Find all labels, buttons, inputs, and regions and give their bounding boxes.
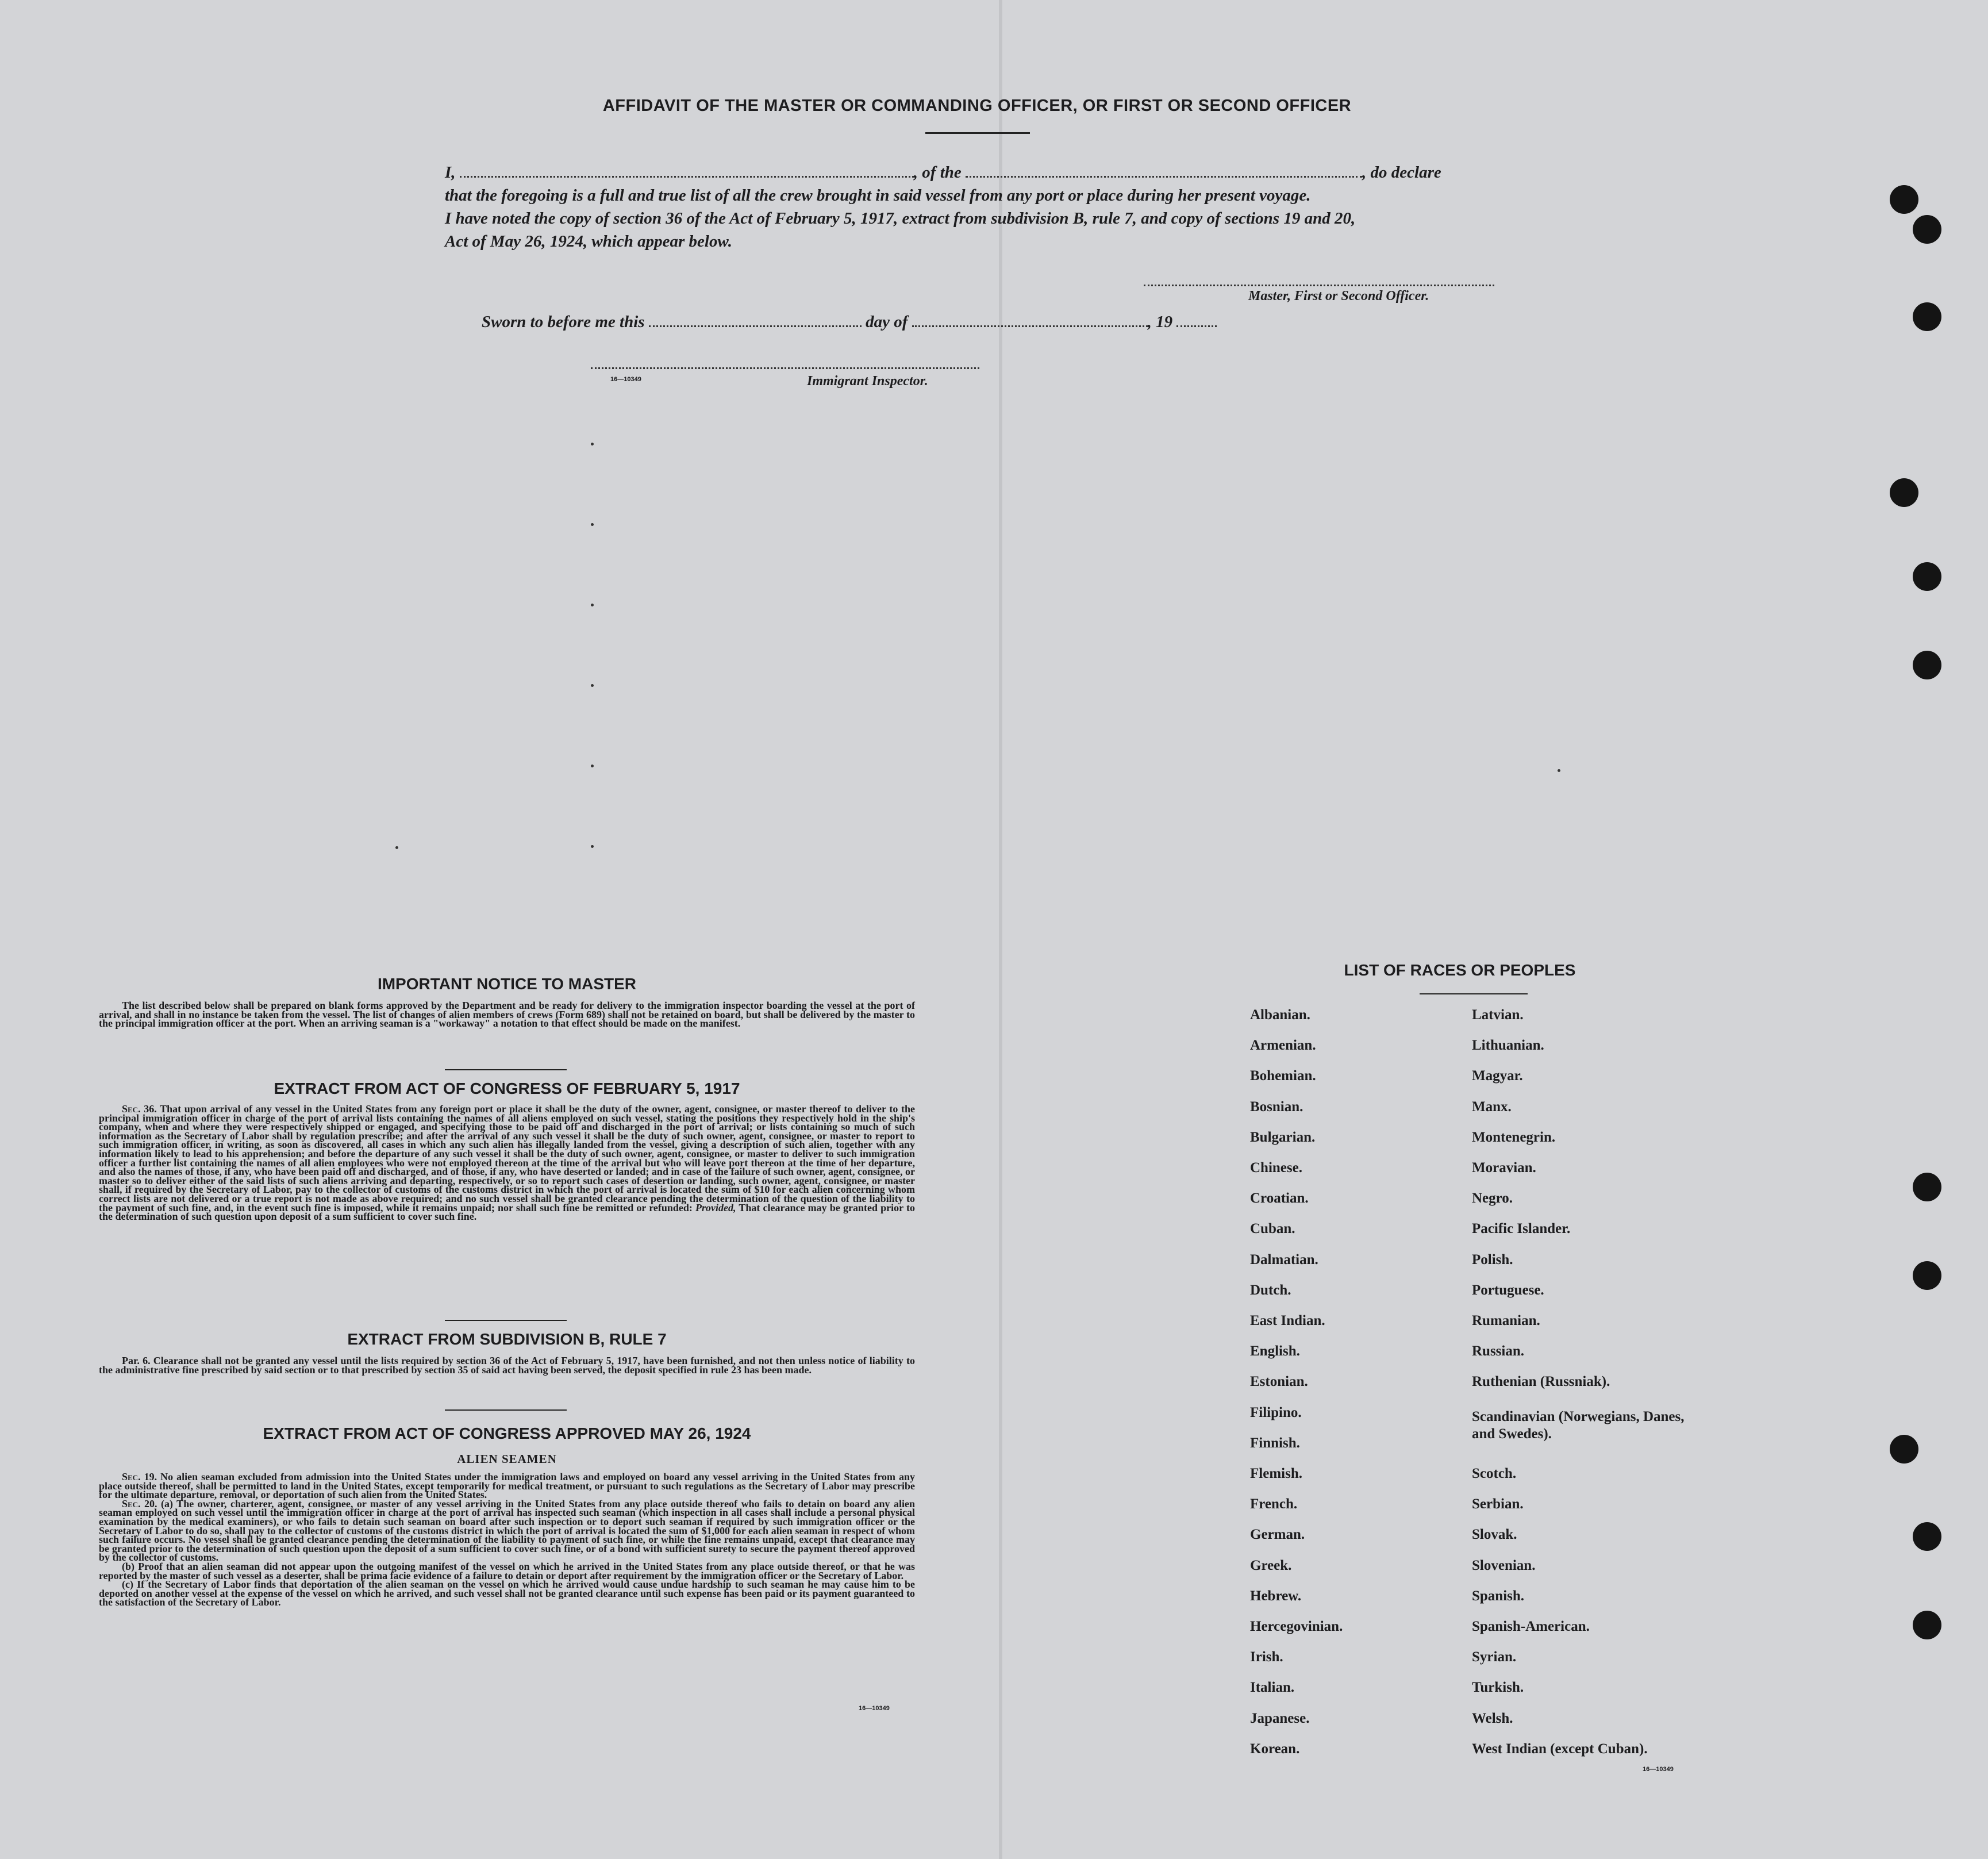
race-item: Dutch. (1250, 1282, 1291, 1298)
vessel-blank[interactable] (966, 175, 1362, 178)
extract-1917-title: EXTRACT FROM ACT OF CONGRESS OF FEBRUARY 5, 1917 (274, 1080, 740, 1097)
proviso-label: Provided, (695, 1201, 736, 1213)
race-item: Lithuanian. (1472, 1038, 1544, 1054)
title-rule (925, 132, 1030, 134)
sec-19-text: No alien seaman excluded from admission into the United States under the immigration laws and employed on board any vessel arriving in the United States from any place outside thereof, shall be permitted to land in the United States, except temporarily for medical treatment, or pursuant to such regulations as the Secretary of Labor may prescribe for the ultimate departure, removal, or deportation of such alien from the United States. (99, 1471, 916, 1501)
race-item: Japanese. (1250, 1710, 1310, 1726)
extract-1917-text (99, 1105, 915, 1222)
speck (591, 443, 594, 445)
race-item: Spanish-American. (1472, 1619, 1590, 1634)
race-item: Scandinavian (Norwegians, Danes, and Swedes). (1472, 1408, 1685, 1442)
sec-20c-paragraph: (c) If the Secretary of Labor finds that deportation of the alien seaman on the vessel on which he arrived would cause undue hardship to such seaman he may cause him to be deported on another vessel at the expense of the vessel on which he arrived, and such vessel shall not be granted clearance until such expense has been paid or its payment guaranteed to the satisfaction of the Secretary of Labor. (99, 1578, 915, 1608)
declaration-do-declare: , do declare (1362, 163, 1441, 182)
race-item: Filipino. (1250, 1404, 1302, 1420)
speck (591, 845, 594, 848)
race-item: Armenian. (1250, 1038, 1316, 1054)
sec-36-label: Sec. 36. (122, 1103, 157, 1115)
sworn-line (482, 313, 1217, 332)
race-item: Hercegovinian. (1250, 1619, 1343, 1634)
punch-hole (1913, 1261, 1941, 1290)
extract-1924-text (99, 1473, 915, 1607)
speck (591, 523, 594, 526)
rule-7-text (99, 1357, 915, 1374)
sec-19-label: Sec. 19. (122, 1471, 157, 1482)
race-item: Polish. (1472, 1251, 1513, 1268)
race-item: Flemish. (1250, 1466, 1302, 1481)
punch-hole (1913, 651, 1941, 679)
punch-hole (1913, 1173, 1941, 1201)
declaration-line-4: Act of May 26, 1924, which appear below. (445, 232, 732, 251)
race-item: Rumanian. (1472, 1313, 1540, 1328)
race-item: Moravian. (1472, 1160, 1536, 1176)
notice-title: IMPORTANT NOTICE TO MASTER (377, 975, 637, 993)
speck (591, 684, 594, 687)
rule-7-paragraph: Par. 6. Clearance shall not be granted any vessel until the lists required by section 36 of the Act of February 5, 1917, have been furnished, and not then unless notice of liability to the administrative fine prescribed by said section or to that prescribed by section 35 of said act having been served, the deposit specified in rule 23 has been made. (99, 1355, 915, 1376)
sec-19-paragraph (99, 1473, 915, 1500)
race-item: Bohemian. (1250, 1068, 1316, 1084)
page-fold (999, 0, 1002, 1859)
race-item: Greek. (1250, 1557, 1292, 1573)
race-item: English. (1250, 1343, 1300, 1359)
sworn-day-blank[interactable] (649, 325, 862, 327)
section-rule (445, 1320, 567, 1321)
name-blank[interactable] (460, 175, 914, 178)
race-item: Hebrew. (1250, 1588, 1302, 1604)
sec-20a-text: (a) The owner, charterer, agent, consignee, or master of any vessel arriving in the United States from any place outside thereof who fails to detain on board any alien seaman employed on such vessel until the immigration officer in charge at the port of arrival has inspected such seaman (which inspection in all cases shall include a personal physical examination by the medical examiners), or who fails to detain such seaman on board after such inspection or to deport such seaman if required by such immigration officer or the Secretary of Labor to do so, shall pay to the collector of customs of the customs district in which the port of arrival is located the sum of $1,000 for each alien seaman in respect of whom such failure occurs. No vessel shall be granted clearance pending the determination of the liability to payment of such fine, or while the fine remains unpaid, except that clearance may be granted prior to the determination of such question upon the deposit of a sum sufficient to cover such fine, or of a bond with sufficient surety to secure the payment thereof approved by the collector of customs. (99, 1497, 916, 1564)
alien-seamen-subtitle: ALIEN SEAMEN (457, 1452, 557, 1466)
declaration-line-1 (445, 163, 1441, 182)
punch-hole (1913, 1611, 1941, 1639)
section-rule (445, 1069, 567, 1070)
race-item: Turkish. (1472, 1680, 1524, 1696)
punch-hole (1890, 185, 1918, 214)
notice-paragraph: The list described below shall be prepared on blank forms approved by the Department and be ready for delivery to the immigration inspector boarding the vessel at the port of arrival, and shall in no instance be taken from the vessel. The list of changes of alien members of crews (Form 689) shall not be retained on board, but shall be delivered by the master to the principal immigration officer at the port. When an arriving seaman is a "workaway" a notation to that effect should be made on the manifest. (99, 1000, 915, 1030)
declaration-line-3: I have noted the copy of section 36 of the Act of February 5, 1917, extract from subdivision B, rule 7, and copy of sections 19 and 20, (445, 209, 1356, 228)
master-signature-line[interactable] (1144, 284, 1494, 286)
race-item: Scotch. (1472, 1466, 1517, 1481)
races-title: LIST OF RACES OR PEOPLES (1344, 961, 1576, 979)
inspector-label: Immigrant Inspector. (807, 374, 928, 389)
speck (591, 765, 594, 767)
master-signature-label: Master, First or Second Officer. (1248, 289, 1429, 304)
race-item: Irish. (1250, 1649, 1283, 1665)
race-item: Korean. (1250, 1741, 1300, 1757)
form-number: 16—10349 (1643, 1766, 1674, 1773)
rule-7-title: EXTRACT FROM SUBDIVISION B, RULE 7 (347, 1330, 667, 1348)
race-item: Slovenian. (1472, 1557, 1536, 1573)
race-item: Estonian. (1250, 1374, 1308, 1390)
form-number: 16—10349 (610, 376, 641, 383)
proviso-text: That clearance may be granted prior to the determination of such question upon deposit of a sum sufficient to cover such fine. (99, 1201, 915, 1223)
race-item: Bulgarian. (1250, 1129, 1316, 1145)
section-rule (445, 1409, 567, 1411)
race-item: Slovak. (1472, 1527, 1517, 1543)
punch-hole (1890, 478, 1918, 507)
race-item: Russian. (1472, 1343, 1525, 1359)
inspector-signature-line[interactable] (591, 367, 979, 369)
race-item: Albanian. (1250, 1007, 1310, 1023)
affidavit-title: AFFIDAVIT OF THE MASTER OR COMMANDING OFFICER, OR FIRST OR SECOND OFFICER (602, 97, 1352, 115)
race-item: Latvian. (1472, 1007, 1524, 1023)
declaration-line-2: that the foregoing is a full and true list of all the crew brought in said vessel from any port or place during her present voyage. (445, 186, 1311, 205)
race-item: French. (1250, 1496, 1298, 1512)
race-item: Welsh. (1472, 1710, 1513, 1726)
sworn-year-prefix: , 19 (1147, 313, 1173, 331)
race-item: Negro. (1472, 1190, 1513, 1207)
sec-20a-paragraph (99, 1497, 916, 1564)
races-rule (1420, 993, 1528, 994)
speck (395, 846, 398, 849)
race-item: Finnish. (1250, 1435, 1300, 1451)
race-item: Dalmatian. (1250, 1251, 1318, 1268)
speck (1558, 769, 1560, 772)
punch-hole (1890, 1435, 1918, 1464)
race-item: Syrian. (1472, 1649, 1517, 1665)
race-item: Spanish. (1472, 1588, 1525, 1604)
race-item: Manx. (1472, 1098, 1512, 1115)
race-item: West Indian (except Cuban). (1472, 1741, 1648, 1757)
race-item: Pacific Islander. (1472, 1221, 1571, 1237)
race-item: Magyar. (1472, 1068, 1523, 1084)
sworn-month-blank[interactable] (912, 325, 1148, 327)
declaration-i: I, (445, 163, 456, 182)
sec-20-label: Sec. 20. (122, 1497, 157, 1510)
sworn-year-blank[interactable] (1176, 325, 1217, 327)
race-item: Chinese. (1250, 1160, 1302, 1176)
race-item: Montenegrin. (1472, 1129, 1556, 1145)
race-item: Bosnian. (1250, 1098, 1303, 1115)
sworn-day-of: day of (866, 313, 908, 331)
race-item: Portuguese. (1472, 1282, 1544, 1298)
extract-1924-title: EXTRACT FROM ACT OF CONGRESS APPROVED MAY 26, 1924 (263, 1424, 751, 1442)
speck (591, 604, 594, 606)
declaration-of-the: , of the (913, 163, 962, 182)
punch-hole (1913, 215, 1941, 244)
race-item: Cuban. (1250, 1221, 1295, 1237)
race-item: German. (1250, 1527, 1305, 1543)
sec-36-paragraph (99, 1105, 915, 1222)
sworn-text: Sworn to before me this (482, 313, 645, 331)
race-item: Ruthenian (Russniak). (1472, 1374, 1610, 1390)
sec-36-text: That upon arrival of any vessel in the United States from any foreign port or place it shall be the duty of the owner, agent, consignee, or master thereof to deliver to the principal immigration officer in charge of the port of arrival lists containing the names of all aliens employed on such vessel, stating the positions they respectively hold in the ship's company, when and where they were respectively shipped or engaged, and specifying those to be paid off and discharged in the port of arrival; or lists containing so much of such information as the Secretary of Labor shall by regulation prescribe; and after the arrival of any such vessel it shall be the duty of such owner, agent, consignee, or master to report to such immigration officer, in writing, as soon as discovered, all cases in which any such alien has illegally landed from the vessel, giving a description of such alien, together with any information likely to lead to his apprehension; and before the departure of any such vessel it shall be the duty of such owner, agent, consignee, or master to deliver to such immigration officer a further list containing the names of all alien employees who were not employed thereon at the time of the arrival but who will leave port thereon at the time of her departure, and also the names of those, if any, who have been paid off and discharged, and of those, if any, who have deserted or landed; and in case of the failure of such owner, agent, consignee, or master so to deliver either of the said lists of such aliens arriving and departing, respectively, or so to report such cases of desertion or landing, such owner, agent, consignee, or master shall, if required by the Secretary of Labor, pay to the collector of customs of the customs district in which the port of arrival is located the sum of $10 for each alien concerning whom correct lists are not delivered or a true report is not made as above required; and no such vessel shall be granted clearance pending the determination of the question of the liability to the payment of such fine, and, in the event such fine is imposed, while it remains unpaid; nor shall such fine be remitted or refunded: (99, 1103, 915, 1213)
sec-20b-paragraph: (b) Proof that an alien seaman did not appear upon the outgoing manifest of the vessel on which he arrived in the United States from any place outside thereof, or that he was reported by the master of such vessel as a deserter, shall be prima facie evidence of a failure to detain or deport after requirement by the immigration officer or the Secretary of Labor. (99, 1560, 915, 1581)
form-number: 16—10349 (859, 1705, 890, 1712)
punch-hole (1913, 302, 1941, 331)
race-item: East Indian. (1250, 1313, 1325, 1328)
race-item: Serbian. (1472, 1496, 1524, 1512)
punch-hole (1913, 1522, 1941, 1551)
race-item: Italian. (1250, 1680, 1295, 1696)
punch-hole (1913, 562, 1941, 591)
notice-text (99, 1001, 915, 1028)
race-item: Croatian. (1250, 1190, 1309, 1207)
